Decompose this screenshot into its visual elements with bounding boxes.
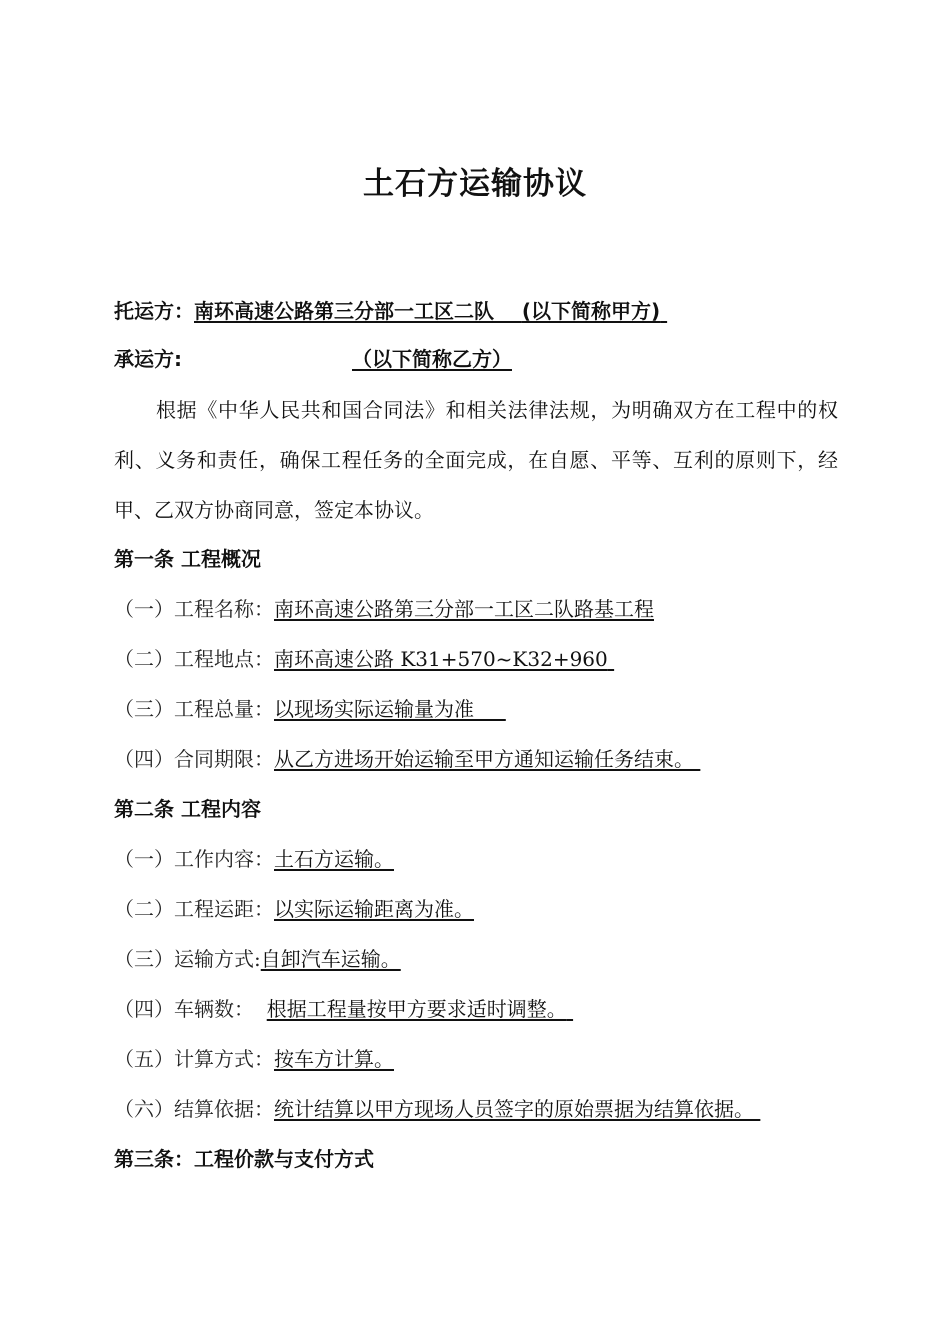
article2-item [114, 1096, 760, 1122]
item-value: 统计结算以甲方现场人员签字的原始票据为结算依据。 [274, 1097, 754, 1121]
item-label: （四）合同期限： [114, 747, 274, 771]
item-label: （一）工作内容： [114, 847, 274, 871]
article2-item [114, 996, 573, 1022]
article2-item [114, 946, 797, 972]
document-title: 土石方运输协议 [363, 166, 587, 202]
article3-heading: 第三条：工程价款与支付方式 [114, 1147, 374, 1171]
article1-item [114, 646, 614, 672]
item-label: （三）工程总量： [114, 697, 274, 721]
item-value: 从乙方进场开始运输至甲方通知运输任务结束。 [274, 747, 694, 771]
item-value: 根据工程量按甲方要求适时调整。 [266, 997, 567, 1021]
article2-item [114, 896, 810, 922]
consignor-label: 托运方： [114, 299, 194, 323]
article2-item [114, 846, 810, 872]
item-label: （五）计算方式： [114, 1047, 274, 1071]
item-label: （三）运输方式: [114, 947, 261, 971]
preamble-paragraph: 根据《中华人民共和国合同法》和相关法律法规，为明确双方在工程中的权利、义务和责任，确保工程任务的全面完成，在自愿、平等、互利的原则下，经甲、乙双方协商同意，签定本协议。 [114, 398, 838, 522]
item-value: 以现场实际运输量为准 [274, 697, 474, 721]
carrier-value-blank [182, 347, 512, 371]
article2-item [114, 1046, 810, 1072]
item-value: 南环高速公路第三分部一工区二队路基工程 [274, 597, 654, 621]
article1-item [114, 596, 654, 622]
article2-heading: 第二条 工程内容 [114, 797, 261, 821]
consignor-value: 南环高速公路第三分部一工区二队 (以下简称甲方) [194, 299, 661, 323]
carrier-label: 承运方: [114, 347, 182, 371]
carrier-suffix: （以下简称乙方） [352, 347, 512, 371]
article1-heading: 第一条 工程概况 [114, 547, 261, 571]
item-value: 土石方运输。 [274, 847, 394, 871]
article1-item [114, 746, 700, 772]
item-value: 南环高速公路 K31+570~K32+960 [274, 647, 608, 671]
carrier-line [114, 346, 512, 372]
consignor-line [114, 298, 667, 324]
item-label: （四）车辆数： [114, 997, 254, 1021]
consignor-suffix: (以下简称甲方) [521, 299, 661, 323]
item-value: 按车方计算。 [274, 1047, 394, 1071]
item-value: 自卸汽车运输。 [260, 947, 401, 971]
item-label: （一）工程名称： [114, 597, 274, 621]
item-label: （二）工程运距： [114, 897, 274, 921]
article1-item [114, 696, 506, 722]
item-label: （六）结算依据： [114, 1097, 274, 1121]
item-label: （二）工程地点： [114, 647, 274, 671]
item-value: 以实际运输距离为准。 [274, 897, 474, 921]
